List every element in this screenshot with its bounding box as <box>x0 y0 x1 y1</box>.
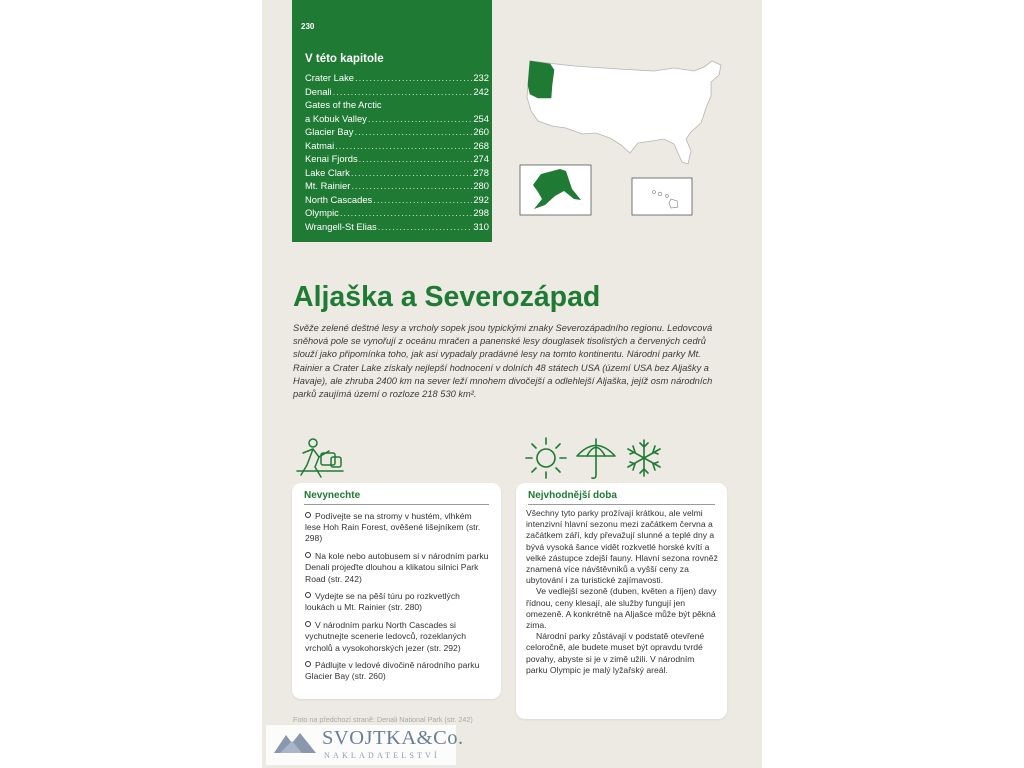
hiker-binoculars-icon <box>295 435 347 481</box>
best-time-title: Nejvhodnější doba <box>528 490 617 501</box>
toc-entry <box>305 152 489 166</box>
book-page <box>262 0 762 768</box>
bullet-icon <box>305 512 311 518</box>
toc-entry-name: a Kobuk Valley <box>305 112 367 124</box>
toc-entry-name: Olympic <box>305 207 339 218</box>
list-item-text: Vydejte se na pěší túru po rozkvetlých loukách u Mt. Rainier (str. 280) <box>305 591 460 613</box>
toc-entry-name: Glacier Bay <box>305 126 354 137</box>
list-item-text: V národním parku North Cascades si vychutnejte scenerie ledovců, rozeklaných vrcholů a vysokohorských jezer (str. 292) <box>305 620 466 653</box>
publisher-logo-icon <box>272 729 318 759</box>
toc-entry-page: 292 <box>473 193 489 205</box>
toc-leader-dots <box>351 166 473 180</box>
toc-entry-page: 268 <box>473 139 489 151</box>
pacific-northwest-highlight <box>528 61 554 98</box>
toc-entry-name: Mt. Rainier <box>305 180 351 191</box>
toc-leader-dots <box>335 139 472 153</box>
toc-leader-dots <box>355 71 472 85</box>
bullet-icon <box>305 661 311 667</box>
best-time-paragraph: Všechny tyto parky prožívají krátkou, ale velmi intenzivní hlavní sezonu mezi začátkem června a začátkem září, kdy převažují slunné a teplé dny a bývá vysoká šance vidět rozkvetlé horské kvítí a velké zástupce zdejší fauny. Hlavní sezona rovněž znamená více návštěvníků a vyšší ceny za ubytování i za turistické zajímavosti. <box>526 508 718 586</box>
toc-leader-dots <box>333 85 473 99</box>
dont-miss-title: Nevynechte <box>304 490 361 501</box>
toc-heading: V této kapitole <box>305 53 384 65</box>
toc-entry <box>305 166 489 180</box>
toc-entry-name: Wrangell-St Elias <box>305 220 377 232</box>
toc-entry-name: Katmai <box>305 139 335 151</box>
toc-entry <box>305 125 489 139</box>
toc-entry-name: Kenai Fjords <box>305 153 358 164</box>
divider <box>304 504 489 505</box>
toc-entry <box>305 139 489 153</box>
toc-entry-name: Gates of the Arctic <box>305 99 382 110</box>
toc-entry <box>305 71 489 85</box>
contiguous-us-map <box>527 61 721 164</box>
toc-entry-name: Denali <box>305 85 332 97</box>
umbrella-icon <box>574 435 618 481</box>
toc-entry <box>305 112 489 126</box>
bullet-icon <box>305 552 311 558</box>
best-time-box <box>516 483 727 719</box>
publisher-watermark <box>266 725 464 765</box>
toc-leader-dots <box>340 206 472 220</box>
toc-entry-page: 274 <box>473 153 489 164</box>
toc-leader-dots <box>351 179 472 193</box>
toc-entry <box>305 206 489 220</box>
toc-entry-page: 242 <box>473 85 489 97</box>
toc-entry-page: 232 <box>473 72 489 83</box>
list-item <box>305 511 489 545</box>
list-item <box>305 620 489 654</box>
dont-miss-box <box>292 483 501 699</box>
toc-entry-name: North Cascades <box>305 193 373 205</box>
toc-entry-name: Crater Lake <box>305 72 354 83</box>
toc-entry <box>305 85 489 99</box>
list-item <box>305 591 489 613</box>
hawaii-inset <box>632 178 692 215</box>
toc-leader-dots <box>359 152 473 166</box>
list-item-text: Podívejte se na stromy v hustém, vlhkém lese Hoh Rain Forest, ověšené lišejníkem (str. 298) <box>305 511 481 544</box>
bullet-icon <box>305 592 311 598</box>
dont-miss-list <box>305 511 489 689</box>
toc-entry <box>305 98 489 112</box>
bullet-icon <box>305 621 311 627</box>
list-item-text: Na kole nebo autobusem si v národním parku Denali projeďte dlouhou a klikatou silnici Park Road (str. 242) <box>305 551 489 584</box>
toc-leader-dots <box>368 112 473 126</box>
toc-leader-dots <box>354 125 472 139</box>
best-time-paragraph: Ve vedlejší sezoně (duben, květen a říjen) davy řídnou, ceny klesají, ale služby fungují jen omezeně. A konkrétně na Aljašce může být pěkná zima. <box>526 586 717 631</box>
list-item-text: Pádlujte v ledové divočině národního parku Glacier Bay (str. 260) <box>305 660 480 682</box>
best-time-paragraph: Národní parky zůstávají v podstatě otevřené celoročně, ale budete muset být opravdu tvrdé povahy, abyste si je v zimě užili. V národním parku Olympic je malý lyžařský areál. <box>526 631 705 675</box>
photo-caption: Foto na předchozí straně: Denali National Park (str. 242) <box>293 715 473 724</box>
toc-entry-page: 298 <box>473 207 489 218</box>
snowflake-icon <box>624 435 664 481</box>
toc-entry-page: 278 <box>473 166 489 178</box>
chapter-title: Aljaška a Severozápad <box>293 281 601 313</box>
toc-entry <box>305 220 489 234</box>
toc-panel <box>292 0 492 242</box>
toc-entry <box>305 179 489 193</box>
toc-leader-dots <box>373 193 472 207</box>
toc-entry-name: Lake Clark <box>305 166 350 178</box>
toc-entry <box>305 193 489 207</box>
toc-entry-page: 280 <box>473 180 489 191</box>
sun-icon <box>523 435 569 481</box>
best-time-text <box>526 508 718 676</box>
toc-entry-page: 310 <box>473 220 489 232</box>
list-item <box>305 551 489 585</box>
publisher-subtitle: NAKLADATELSTVÍ <box>324 751 440 760</box>
toc-leader-dots <box>378 220 473 234</box>
page-number: 230 <box>301 22 315 31</box>
toc-entry-page: 254 <box>473 112 489 124</box>
usa-locator-map <box>514 55 726 220</box>
divider <box>528 504 715 505</box>
list-item <box>305 660 489 682</box>
toc-entry-page: 260 <box>473 126 489 137</box>
intro-paragraph: Svěže zelené deštné lesy a vrcholy sopek jsou typickými znaky Severozápadního regionu. Ledovcová sněhová pole se vynořují z oceánu mračen a panenské lesy douglasek tisolistých a červených cedrů slouží jako připomínka toho, jak asi vypadaly pradávné lesy na tomto kontinentu. Národní parky Mt. Rainier a Crater Lake získaly nejlepší hodnocení v dolních 48 státech USA (území USA bez Aljašky a Havaje), ale zhruba 2400 km na sever leží mnohem divočejší a odlehlejší Aljaška, jejíž osm národních parků zaujímá území o rozloze 218 530 km². <box>293 323 713 400</box>
toc-list <box>305 71 489 233</box>
publisher-name: SVOJTKA&Co. <box>322 727 464 749</box>
